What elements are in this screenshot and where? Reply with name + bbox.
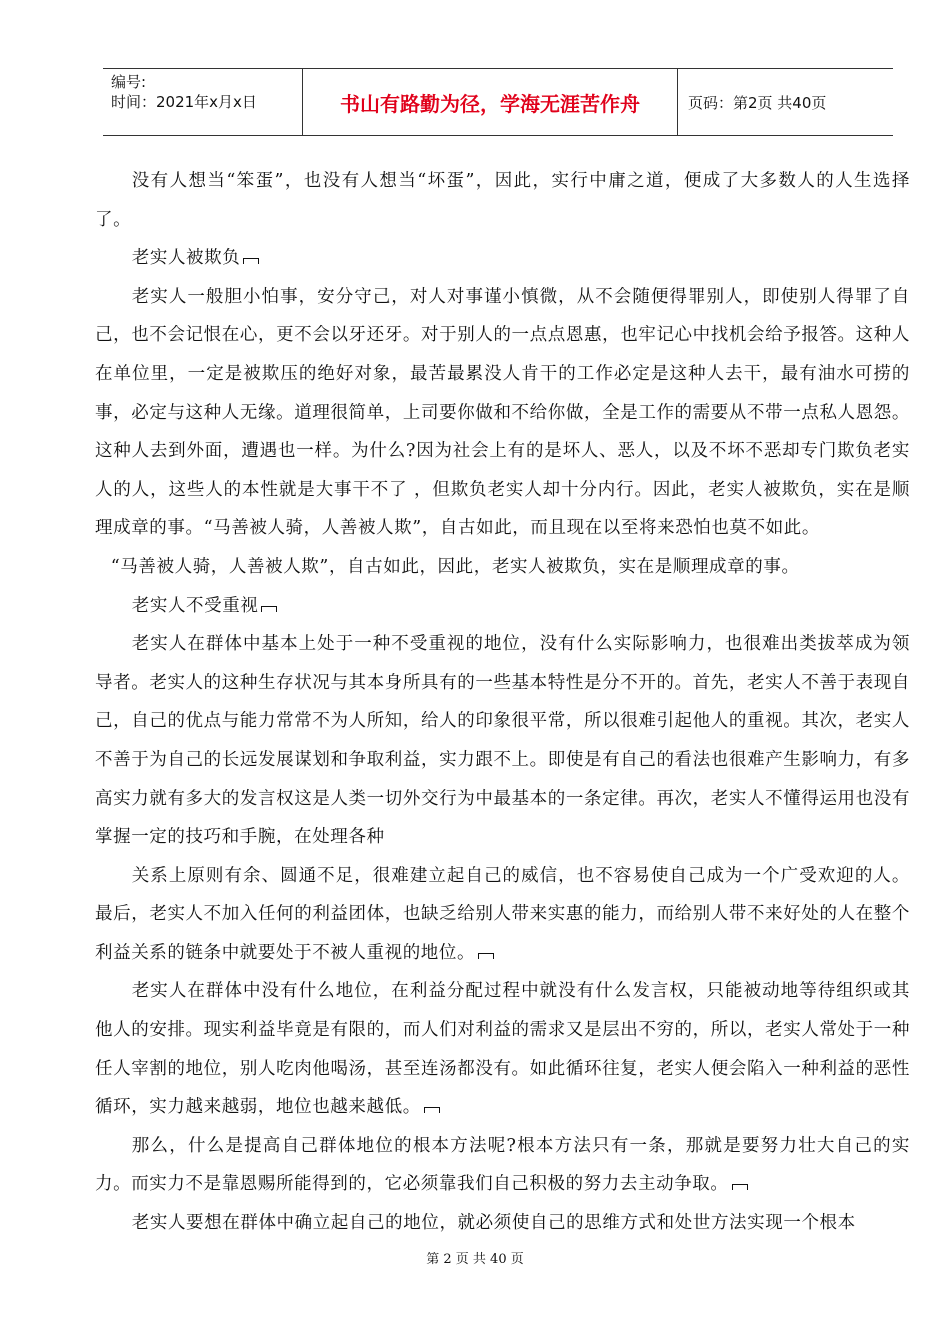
paragraph-mark-icon	[732, 1184, 748, 1190]
document-time-label: 时间：2021年x月x日	[111, 93, 257, 111]
paragraph	[95, 239, 910, 278]
paragraph-text: 关系上原则有余、圆通不足，很难建立起自己的威信，也不容易使自己成为一个广受欢迎的人。最后，老实人不加入任何的利益团体，也缺乏给别人带来实惠的能力，而给别人带不来好处的人在整个利益关系的链条中就要处于不被人重视的地位。	[95, 865, 910, 963]
document-body	[95, 162, 910, 1243]
paragraph	[95, 278, 910, 548]
page-header	[103, 68, 893, 136]
paragraph-text: 老实人被欺负	[131, 248, 241, 269]
paragraph	[95, 162, 910, 239]
paragraph-text: 老实人一般胆小怕事，安分守己，对人对事谨小慎微，从不会随便得罪别人，即使别人得罪了自己，也不会记恨在心，更不会以牙还牙。对于别人的一点点恩惠，也牢记心中找机会给予报答。这种人在单位里，一定是被欺压的绝好对象，最苦最累没人肯干的工作必定是这种人去干，最有油水可捞的事，必定与这种人无缘。道理很简单，上司要你做和不给你做，全是工作的需要从不带一点私人恩怨。这种人去到外面，遭遇也一样。为什么?因为社会上有的是坏人、恶人，以及不坏不恶却专门欺负老实人的人，这些人的本性就是大事干不了 ，但欺负老实人却十分内行。因此，老实人被欺负，实在是顺理成章的事。“马善被人骑，人善被人欺”，自古如此，而且现在以至将来恐怕也莫不如此。	[95, 286, 910, 539]
document-number-label: 编号:	[111, 73, 147, 91]
paragraph-mark-icon	[424, 1107, 440, 1113]
paragraph-text: 那么，什么是提高自己群体地位的根本方法呢?根本方法只有一条，那就是要努力壮大自己的实力。而实力不是靠恩赐所能得到的，它必须靠我们自己积极的努力去主动争取。	[95, 1135, 910, 1195]
page-footer: 第 2 页 共 40 页	[426, 1252, 524, 1267]
header-page-label: 页码：第2页 共40页	[688, 93, 827, 112]
paragraph-text: “马善被人骑，人善被人欺”，自古如此，因此，老实人被欺负，实在是顺理成章的事。	[110, 556, 800, 577]
paragraph-text: 老实人不受重视	[131, 595, 259, 616]
header-left-cell	[103, 69, 303, 135]
paragraph-text: 老实人要想在群体中确立起自己的地位，就必须使自己的思维方式和处世方法实现一个根本	[131, 1213, 856, 1234]
paragraph	[95, 857, 910, 973]
paragraph	[95, 548, 910, 587]
paragraph-mark-icon	[243, 258, 259, 264]
header-motto: 书山有路勤为径，学海无涯苦作舟	[303, 69, 678, 135]
paragraph-text: 没有人想当“笨蛋”，也没有人想当“坏蛋”，因此，实行中庸之道，便成了大多数人的人生选择了。	[95, 171, 910, 230]
paragraph-text: 老实人在群体中没有什么地位，在利益分配过程中就没有什么发言权，只能被动地等待组织或其他人的安排。现实利益毕竟是有限的，而人们对利益的需求又是层出不穷的，所以，老实人常处于一种任人宰割的地位，别人吃肉他喝汤，甚至连汤都没有。如此循环往复，老实人便会陷入一种利益的恶性循环，实力越来越弱，地位也越来越低。	[95, 981, 910, 1118]
paragraph	[95, 587, 910, 626]
paragraph-mark-icon	[261, 606, 277, 612]
paragraph	[95, 625, 910, 857]
paragraph	[95, 972, 910, 1126]
paragraph	[95, 1127, 910, 1204]
paragraph	[95, 1204, 910, 1243]
paragraph-text: 老实人在群体中基本上处于一种不受重视的地位，没有什么实际影响力，也很难出类拔萃成为领导者。老实人的这种生存状况与其本身所具有的一些基本特性是分不开的。首先，老实人不善于表现自己，自己的优点与能力常常不为人所知，给人的印象很平常，所以很难引起他人的重视。其次，老实人不善于为自己的长远发展谋划和争取利益，实力跟不上。即使是有自己的看法也很难产生影响力，有多高实力就有多大的发言权这是人类一切外交行为中最基本的一条定律。再次，老实人不懂得运用也没有掌握一定的技巧和手腕，在处理各种	[95, 634, 910, 848]
paragraph-mark-icon	[478, 953, 494, 959]
